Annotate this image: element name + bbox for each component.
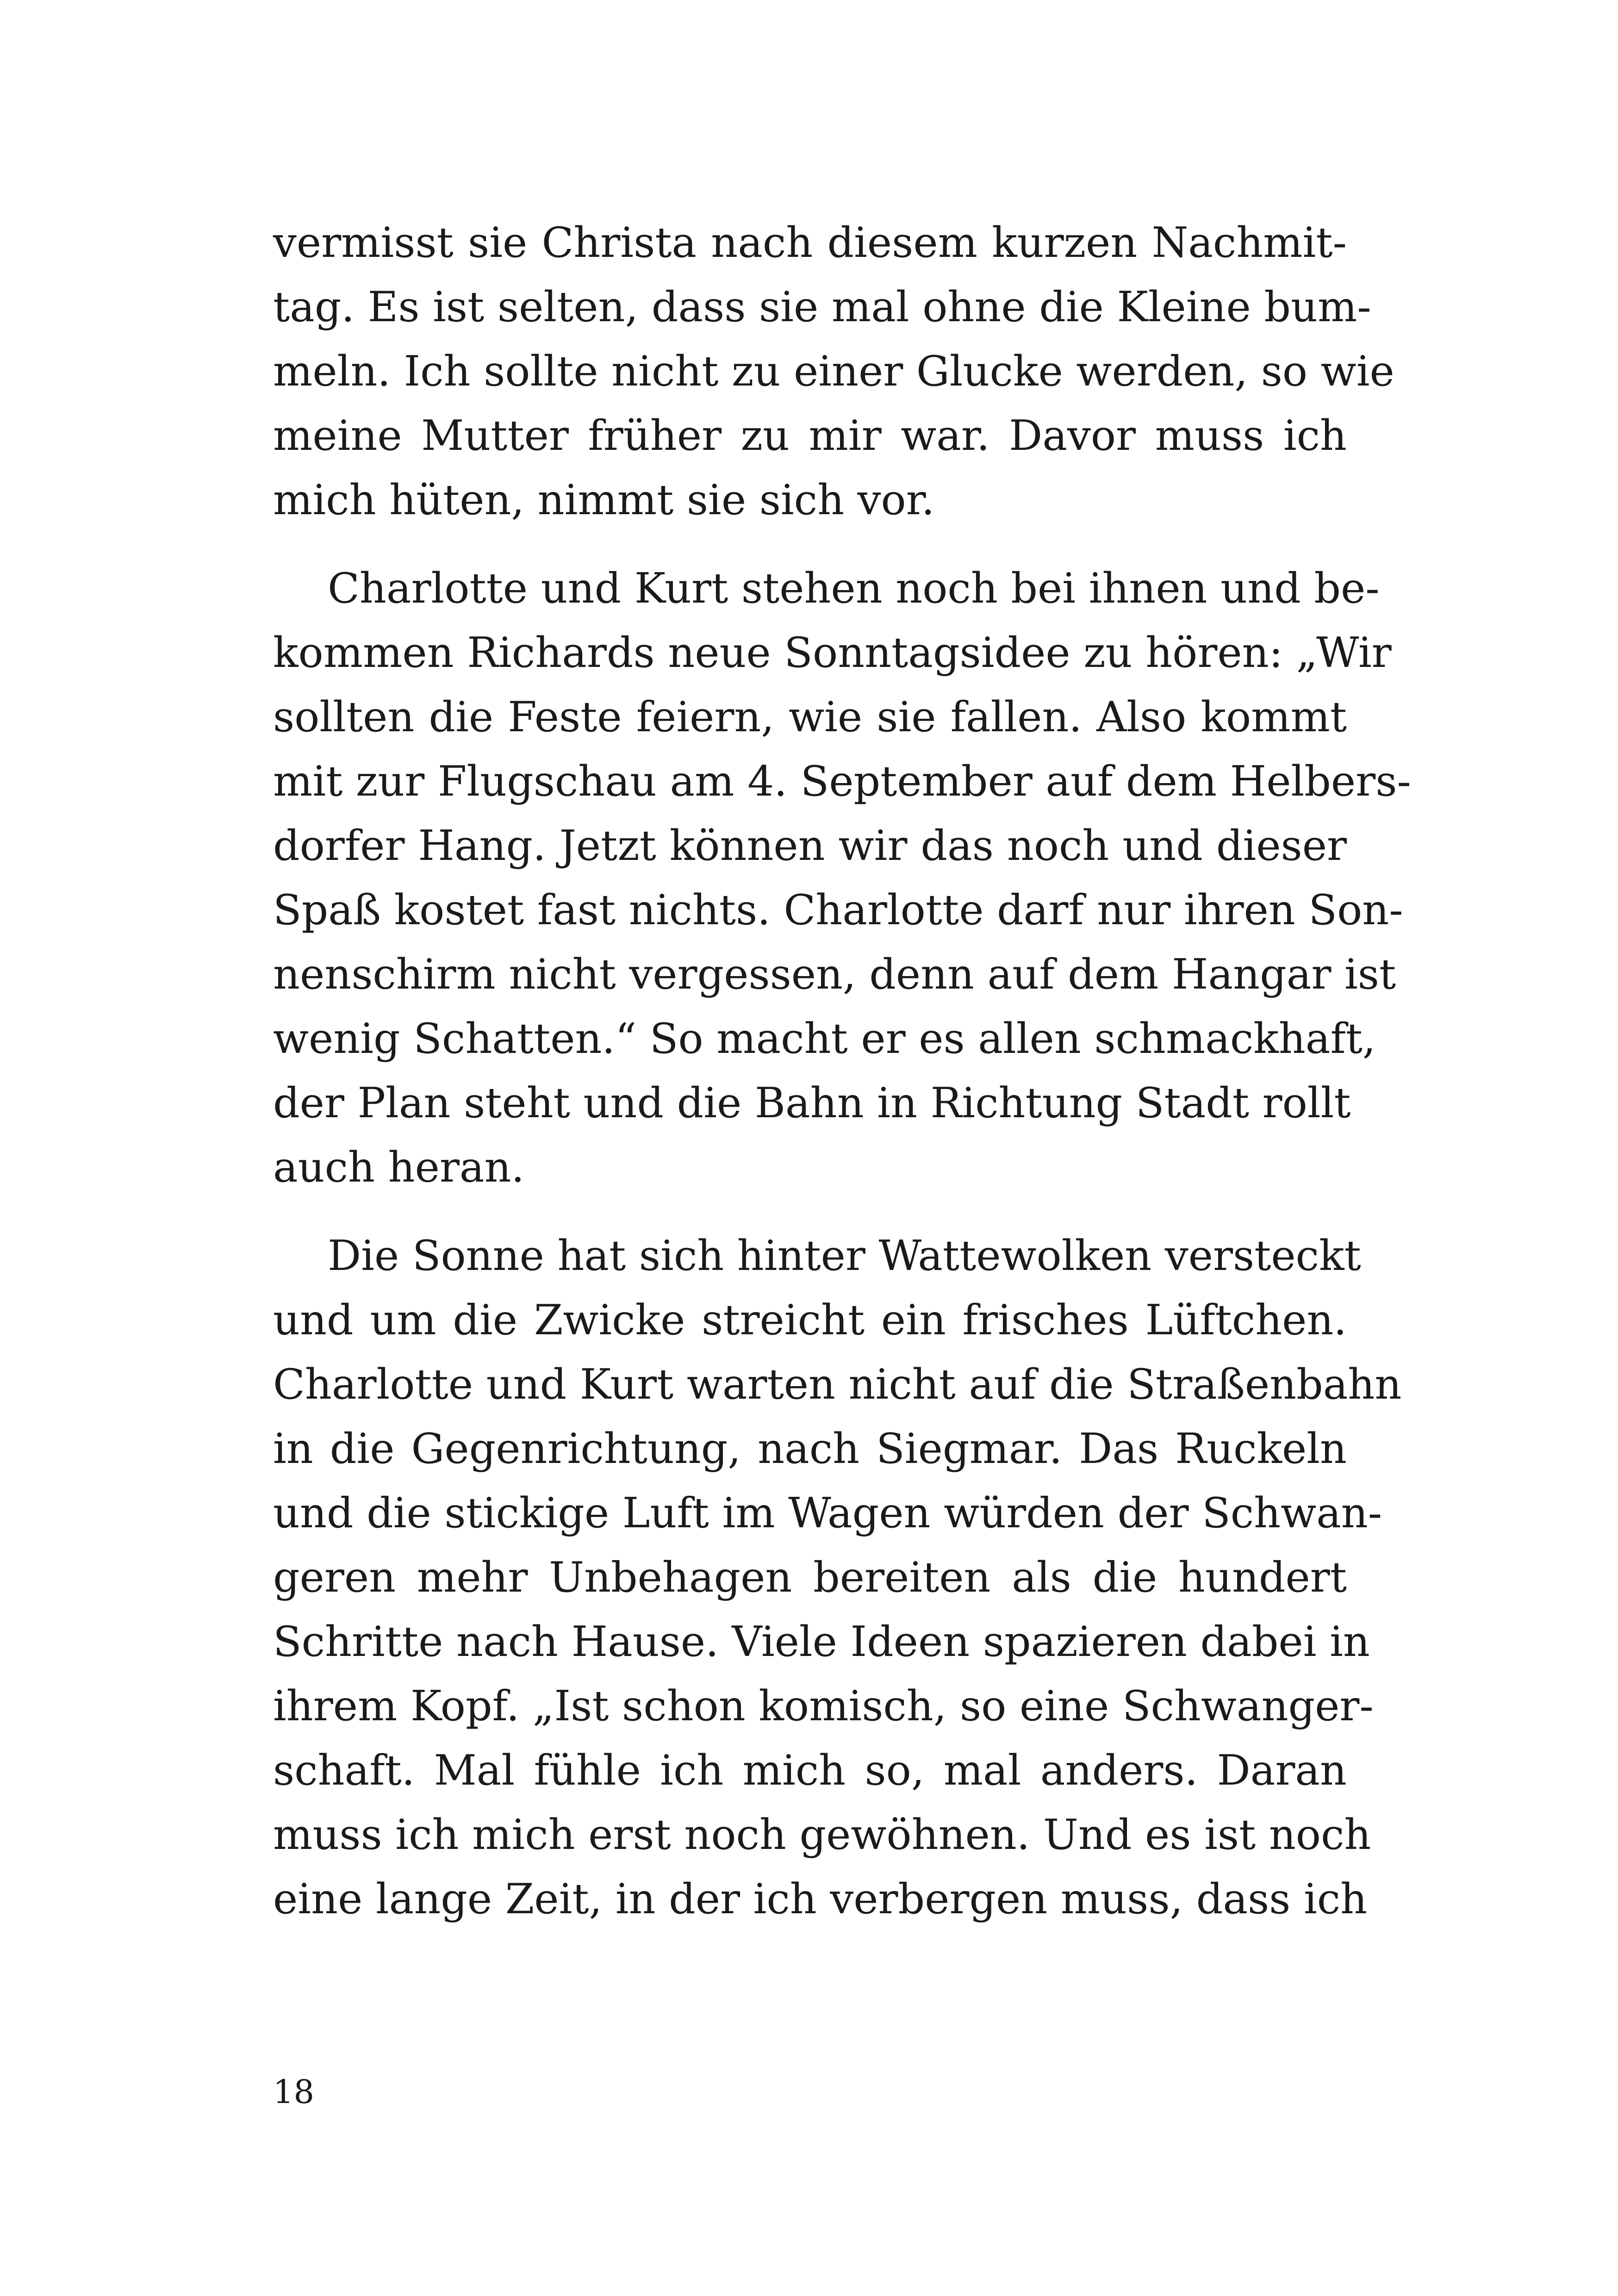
text-line: eine lange Zeit, in der ich verbergen muss, dass ich — [273, 1875, 1368, 1923]
text-line: geren mehr Unbehagen bereiten als die hundert — [273, 1553, 1347, 1602]
paragraph — [273, 211, 1394, 532]
text-line: sollten die Feste feiern, wie sie fallen. Also kommt — [273, 693, 1347, 741]
paragraph-gap — [273, 1200, 1347, 1224]
text-line: und die stickige Luft im Wagen würden der Schwan- — [273, 1489, 1382, 1537]
text-line: Schritte nach Hause. Viele Ideen spazieren dabei in — [273, 1618, 1370, 1666]
text-line: der Plan steht und die Bahn in Richtung Stadt rollt — [273, 1079, 1351, 1127]
text-line: schaft. Mal fühle ich mich so, mal anders. Daran — [273, 1746, 1347, 1795]
text-line: mit zur Flugschau am 4. September auf dem Helbers- — [273, 757, 1411, 806]
text-line: kommen Richards neue Sonntagsidee zu hören: „Wir — [273, 628, 1392, 677]
text-line: vermisst sie Christa nach diesem kurzen Nachmit- — [273, 218, 1347, 267]
text-line: dorfer Hang. Jetzt können wir das noch und dieser — [273, 821, 1347, 870]
body-text — [273, 211, 1411, 1931]
text-line: Charlotte und Kurt warten nicht auf die Straßenbahn — [273, 1360, 1402, 1409]
paragraph — [273, 1224, 1402, 1931]
paragraph-gap — [273, 532, 1347, 556]
text-line: meine Mutter früher zu mir war. Davor muss ich — [273, 411, 1347, 460]
text-line: muss ich mich erst noch gewöhnen. Und es ist noch — [273, 1811, 1371, 1859]
text-line: mich hüten, nimmt sie sich vor. — [273, 476, 935, 524]
text-line: wenig Schatten.“ So macht er es allen schmackhaft, — [273, 1014, 1376, 1063]
text-line: tag. Es ist selten, dass sie mal ohne die Kleine bum- — [273, 283, 1371, 331]
text-line: meln. Ich sollte nicht zu einer Glucke werden, so wie — [273, 347, 1394, 396]
text-line: Spaß kostet fast nichts. Charlotte darf nur ihren Son- — [273, 886, 1403, 934]
paragraph — [273, 556, 1411, 1200]
text-line: und um die Zwicke streicht ein frisches Lüftchen. — [273, 1296, 1347, 1344]
page-number: 18 — [273, 2073, 315, 2111]
text-line: auch heran. — [273, 1143, 525, 1192]
text-line: ihrem Kopf. „Ist schon komisch, so eine Schwanger- — [273, 1682, 1374, 1730]
text-line: Die Sonne hat sich hinter Wattewolken versteckt — [328, 1232, 1361, 1280]
text-line: in die Gegenrichtung, nach Siegmar. Das Ruckeln — [273, 1425, 1347, 1473]
text-line: Charlotte und Kurt stehen noch bei ihnen und be- — [328, 564, 1380, 613]
text-line: nenschirm nicht vergessen, denn auf dem Hangar ist — [273, 950, 1396, 999]
